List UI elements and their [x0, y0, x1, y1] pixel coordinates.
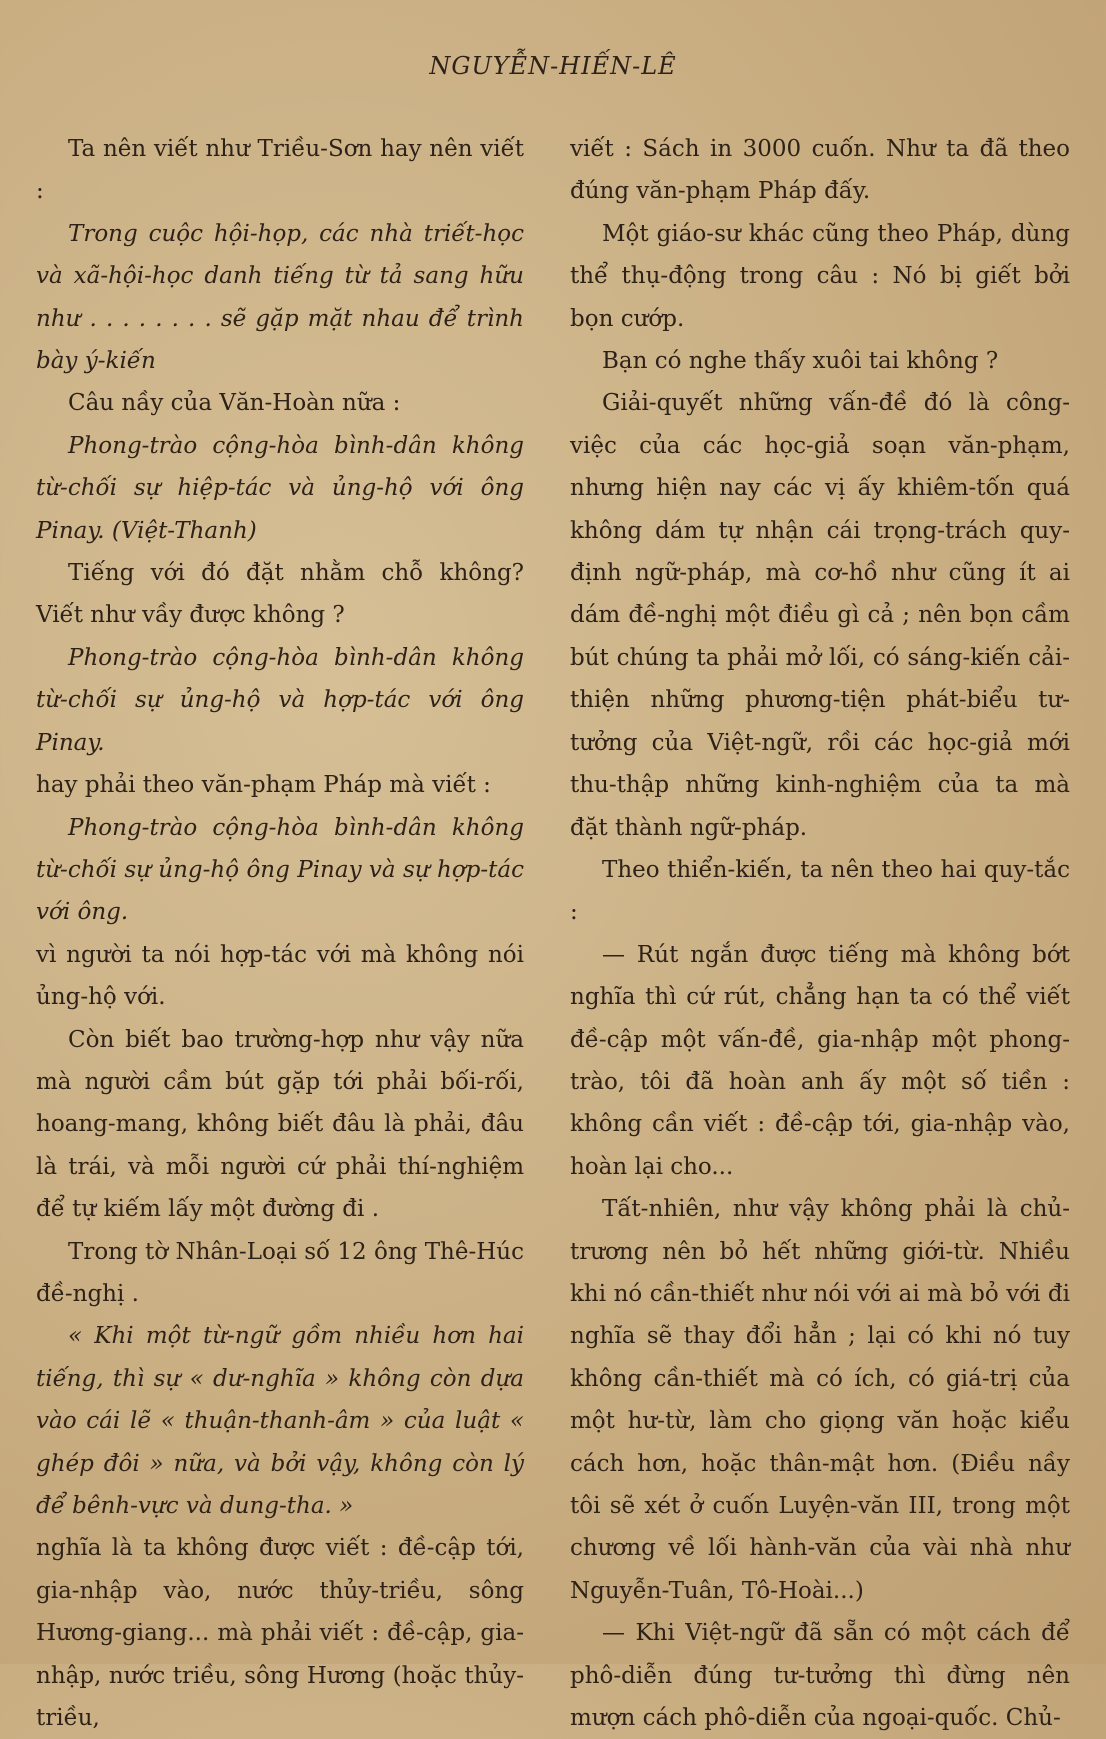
- paragraph: Phong-trào cộng-hòa bình-dân không từ-chối sự hiệp-tác và ủng-hộ với ông Pinay. (Việt-Thanh): [36, 432, 524, 544]
- paragraph: Ta nên viết như Triều-Sơn hay nên viết :: [36, 136, 524, 205]
- paragraph: Trong cuộc hội-họp, các nhà triết-học và xã-hội-học danh tiếng từ tả sang hữu như . . . . . . . . sẽ gặp mặt nhau để trình bày ý-kiến: [36, 220, 524, 375]
- paragraph: hay phải theo văn-phạm Pháp mà viết :: [36, 772, 491, 799]
- page-header: NGUYỄN-HIẾN-LÊ: [429, 52, 677, 80]
- paragraph: Tất-nhiên, như vậy không phải là chủ-trương nên bỏ hết những giới-từ. Nhiều khi nó cần-thiết như nói với ai mà bỏ với đi nghĩa sẽ thay đổi hẳn ; lại có khi nó tuy không cần-thiết mà có ích, có giá-trị của một hư-từ, làm cho giọng văn hoặc kiểu cách hơn, hoặc thân-mật hơn. (Điều nầy tôi sẽ xét ở cuốn Luyện-văn III, trong một chương về lối hành-văn của vài nhà như Nguyễn-Tuân, Tô-Hoài...): [570, 1196, 1070, 1604]
- paragraph: vì người ta nói hợp-tác với mà không nói ủng-hộ với.: [36, 941, 524, 1011]
- paragraph: Trong tờ Nhân-Loại số 12 ông Thê-Húc đề-nghị .: [36, 1238, 524, 1307]
- paragraph: Một giáo-sư khác cũng theo Pháp, dùng thể thụ-động trong câu : Nó bị giết bởi bọn cướp.: [570, 220, 1070, 332]
- paragraph: Phong-trào cộng-hòa bình-dân không từ-chối sự ủng-hộ ông Pinay và sự hợp-tác với ông.: [36, 814, 524, 926]
- paragraph: Bạn có nghe thấy xuôi tai không ?: [602, 348, 999, 375]
- paragraph: Phong-trào cộng-hòa bình-dân không từ-chối sự ủng-hộ và hợp-tác với ông Pinay.: [36, 644, 524, 756]
- paragraph: Còn biết bao trường-hợp như vậy nữa mà người cầm bút gặp tới phải bối-rối, hoang-mang, không biết đâu là phải, đâu là trái, và mỗi người cứ phải thí-nghiệm để tự kiếm lấy một đường đi .: [36, 1026, 524, 1223]
- paragraph: Giải-quyết những vấn-đề đó là công-việc của các học-giả soạn văn-phạm, nhưng hiện nay các vị ấy khiêm-tốn quá không dám tự nhận cái trọng-trách quy-định ngữ-pháp, mà cơ-hồ như cũng ít ai dám đề-nghị một điều gì cả ; nên bọn cầm bút chúng ta phải mở lối, có sáng-kiến cải-thiện những phương-tiện phát-biểu tư-tưởng của Việt-ngữ, rồi các học-giả mới thu-thập những kinh-nghiệm của ta mà đặt thành ngữ-pháp.: [570, 390, 1070, 841]
- paragraph: — Khi Việt-ngữ đã sẵn có một cách để phô-diễn đúng tư-tưởng thì đừng nên mượn cách phô-diễn của ngoại-quốc. Chủ-: [570, 1620, 1070, 1732]
- right-column: [570, 128, 1070, 1739]
- paragraph: — Rút ngắn được tiếng mà không bớt nghĩa thì cứ rút, chẳng hạn ta có thể viết đề-cập một vấn-đề, gia-nhập một phong-trào, tôi đã hoàn anh ấy một số tiền : không cần viết : đề-cập tới, gia-nhập vào, hoàn lại cho...: [570, 941, 1070, 1180]
- paragraph: Theo thiển-kiến, ta nên theo hai quy-tắc :: [570, 856, 1070, 926]
- paragraph: Câu nầy của Văn-Hoàn nữa :: [68, 390, 401, 417]
- paragraph: viết : Sách in 3000 cuốn. Như ta đã theo đúng văn-phạm Pháp đấy.: [570, 136, 1070, 205]
- paragraph: nghĩa là ta không được viết : đề-cập tới, gia-nhập vào, nước thủy-triều, sông Hương-giang... mà phải viết : đề-cập, gia-nhập, nước triều, sông Hương (hoặc thủy-triều,: [36, 1535, 524, 1732]
- left-column: [36, 128, 524, 1739]
- paragraph: « Khi một từ-ngữ gồm nhiều hơn hai tiếng, thì sự « dư-nghĩa » không còn dựa vào cái lẽ « thuận-thanh-âm » của luật « ghép đôi » nữa, và bởi vậy, không còn lý để bênh-vực và dung-tha. »: [36, 1323, 524, 1519]
- paragraph: Tiếng với đó đặt nhằm chỗ không? Viết như vầy được không ?: [36, 560, 524, 629]
